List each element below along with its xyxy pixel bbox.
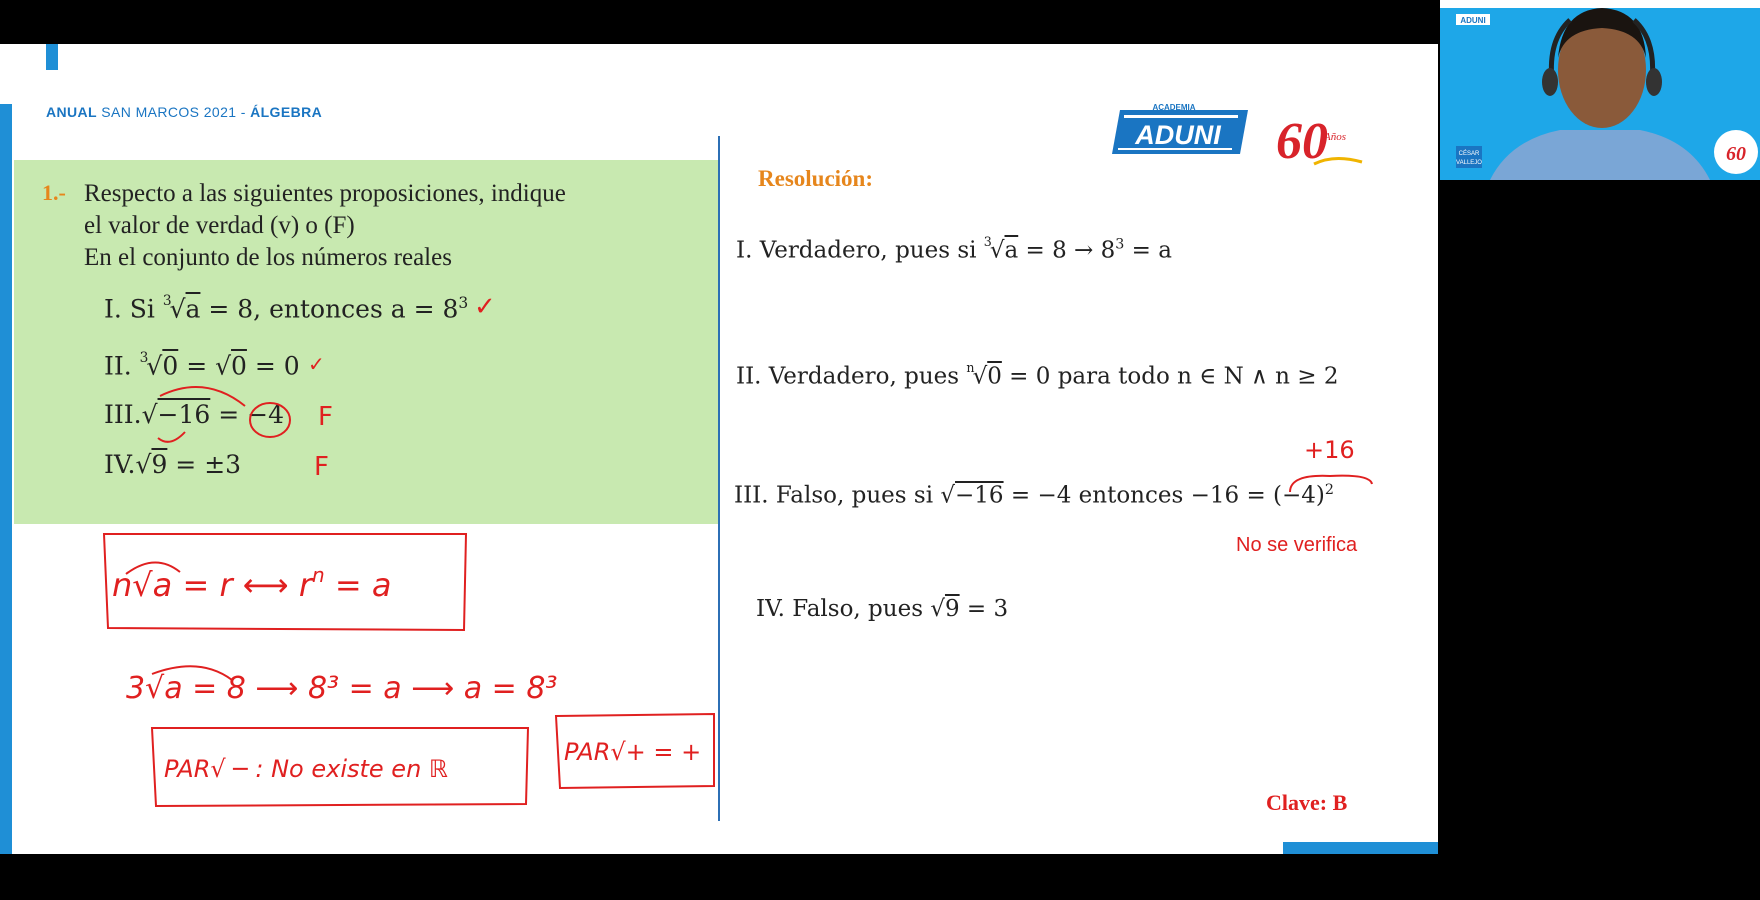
check-mark-1: ✓: [474, 292, 496, 322]
top-accent-bar: [46, 44, 58, 70]
svg-text:VALLEJO: VALLEJO: [1456, 160, 1482, 166]
svg-text:ADUNI: ADUNI: [1460, 16, 1486, 25]
resolution-item-3: III. Falso, pues si √−16 = −4 entonces $-16 = (-4)^2$: [734, 482, 1334, 509]
answer-key: Clave: B: [1266, 790, 1348, 815]
question-text: Respecto a las siguientes proposiciones, indique el valor de verdad (v) o (F) En el conjunto de los números reales: [84, 180, 566, 271]
resolution-item-1: I. Verdadero, pues si $^3√a = 8 \to 8^3 = a$: [736, 234, 1172, 264]
question-number: 1.-: [42, 180, 66, 205]
even-root-negative-annotation: PAR√ ─ : No existe en ℝ: [164, 755, 448, 783]
bottom-accent-bar: [1283, 842, 1438, 854]
svg-text:ACADEMIA: ACADEMIA: [1152, 103, 1196, 112]
proposition-4: IV.√9 = ±3: [104, 450, 242, 479]
proposition-3: III.√−16 = −4: [104, 400, 284, 429]
left-accent-bar: [0, 104, 12, 854]
anniversary-60-logo: [1274, 104, 1370, 170]
plus16-annotation: +16: [1304, 436, 1355, 464]
proposition-2: II. $^3$√0 = √0 = 0: [104, 350, 300, 381]
svg-text:60: 60: [1276, 113, 1328, 170]
column-divider: [718, 136, 720, 821]
webcam-video: [1440, 0, 1760, 180]
svg-text:Años: Años: [1324, 131, 1346, 143]
root-definition-annotation: n√a = r ⟷ $r^n = a$: [112, 563, 392, 604]
resolution-item-4: IV. Falso, pues √9 = 3: [756, 596, 1009, 622]
aduni-logo: [1112, 102, 1248, 158]
resolution-title: Resolución:: [758, 166, 873, 191]
presentation-slide: [0, 44, 1438, 854]
svg-text:ADUNI: ADUNI: [1135, 120, 1221, 150]
svg-text:60: 60: [1726, 143, 1746, 165]
even-root-positive-annotation: PAR√+ = +: [564, 738, 702, 766]
not-verified-note: No se verifica: [1236, 534, 1358, 556]
resolution-item-2: II. Verdadero, pues $^n$√0 = 0 para todo n ∈ N ∧ n ≥ 2: [736, 360, 1339, 390]
false-mark-4: F: [314, 452, 329, 482]
course-title: ANUAL SAN MARCOS 2021 - ÁLGEBRA: [46, 104, 323, 120]
proposition-1: I. Si $^3$√a = 8, entonces $a = 8^3$: [104, 293, 469, 324]
svg-text:CÉSAR: CÉSAR: [1458, 151, 1480, 157]
check-mark-2: ✓: [308, 352, 325, 376]
false-mark-3: F: [318, 402, 333, 432]
example-annotation: 3√a = 8 ⟶ 8³ = a ⟶ a = 8³: [126, 671, 558, 706]
presenter-video-frame: [1440, 0, 1760, 180]
